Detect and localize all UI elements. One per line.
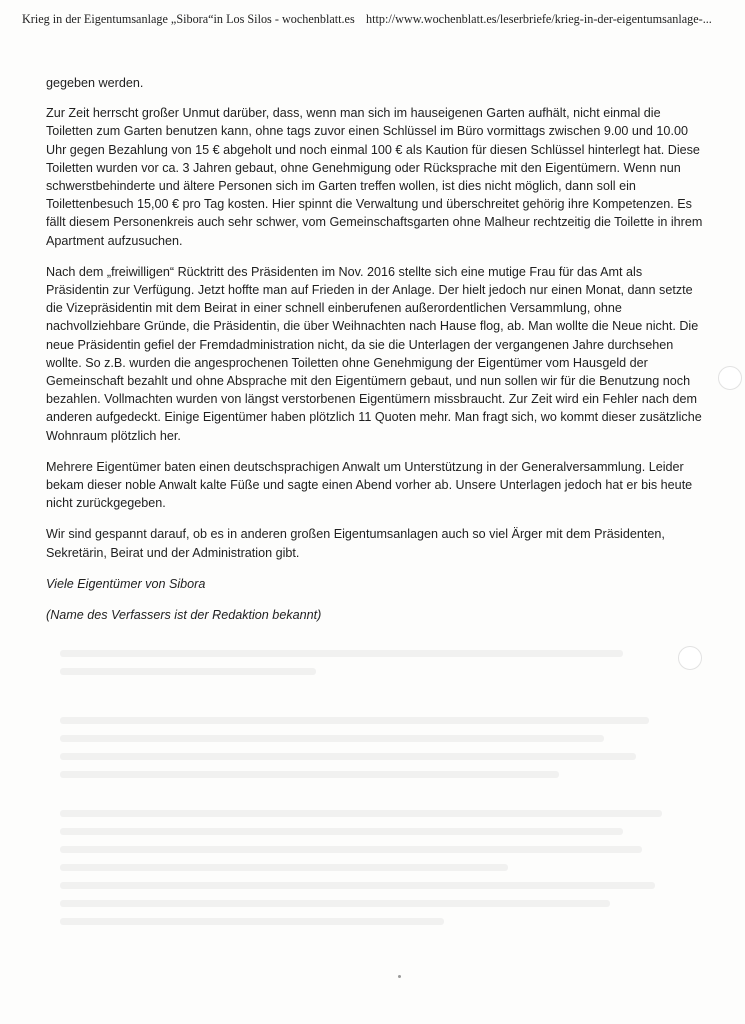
page-url: http://www.wochenblatt.es/leserbriefe/krieg-in-der-eigentumsanlage-... (366, 12, 712, 26)
letter-body (46, 74, 708, 637)
bleed-through-text (60, 650, 700, 1010)
dust-speck (398, 975, 401, 978)
paragraph-president: Nach dem „freiwilligen“ Rücktritt des Präsidenten im Nov. 2016 stellte sich eine mutige Frau für das Amt als Präsidentin zur Verfügung. Jetzt hoffte man auf Frieden in der Anlage. Der hielt jedoch nur einen Monat, dann setzte die Vizepräsidentin mit dem Beirat in einer schnell einberufenen außerordentlichen Versammlung, ohne nachvollziehbare Gründe, die Präsidentin, die über Weihnachten nach Hause flog, ab. Man wollte die Neue nicht. Die neue Präsidentin gefiel der Fremdadministration nicht, da sie die Unterlagen der vergangenen Jahre durchsehen wollte. So z.B. wurden die angesprochenen Toiletten ohne Genehmigung der Eigentümer vom Hausgeld der Gemeinschaft bezahlt und ohne Absprache mit den Eigentümern gebaut, und nun sollen wir für die Benutzung noch bezahlen. Vollmachten wurden von längst verstorbenen Eigentümern missbraucht. Zur Zeit wird ein Fehler nach dem anderen aufgedeckt. Einige Eigentümer haben plötzlich 11 Quoten mehr. Man fragt sich, wo kommt dieser zusätzliche Wohnraum plötzlich her. (46, 264, 702, 443)
paragraph-lawyer: Mehrere Eigentümer baten einen deutschsprachigen Anwalt um Unterstützung in der Generalversammlung. Leider bekam dieser noble Anwalt kalte Füße und sagte einen Abend vorher ab. Unsere Unterlagen jedoch hat er bis heute nicht zurückgegeben. (46, 459, 693, 511)
punch-hole-mark (678, 646, 702, 670)
signature-line: Viele Eigentümer von Sibora (46, 576, 206, 591)
signature-note: (Name des Verfassers ist der Redaktion bekannt) (46, 608, 322, 623)
print-header (22, 12, 727, 34)
punch-hole-mark (718, 366, 742, 390)
paragraph-toilets: Zur Zeit herrscht großer Unmut darüber, dass, wenn man sich im hauseigenen Garten aufhält, nicht einmal die Toiletten zum Garten benutzen kann, ohne tags zuvor einen Schlüssel im Büro vormittags zwischen 9.00 und 10.00 Uhr gegen Bezahlung von 15 € abgeholt und noch einmal 100 € als Kaution für diesen Schlüssel hinterlegt hat. Diese Toiletten wurden vor ca. 3 Jahren gebaut, ohne Genehmigung oder Rücksprache mit den Eigentümern. Wenn nun schwerstbehinderte und ältere Personen sich im Garten treffen wollen, ist dies nicht möglich, dann soll ein Toilettenbesuch 15,00 € pro Tag kosten. Hier spinnt die Verwaltung und überschreitet gehörig ihre Kompetenzen. Es fällt diesem Personenkreis auch sehr schwer, vom Gemeinschaftsgarten ohne Malheur rechtzeitig die Toilette in ihrem Apartment aufzusuchen. (46, 106, 703, 248)
paragraph-continuation: gegeben werden. (46, 76, 144, 90)
signature-block (46, 575, 708, 624)
page-title: Krieg in der Eigentumsanlage „Sibora“in Los Silos - wochenblatt.es (22, 12, 355, 26)
paragraph-closing: Wir sind gespannt darauf, ob es in anderen großen Eigentumsanlagen auch so viel Ärger mit dem Präsidenten, Sekretärin, Beirat und der Administration gibt. (46, 527, 665, 560)
